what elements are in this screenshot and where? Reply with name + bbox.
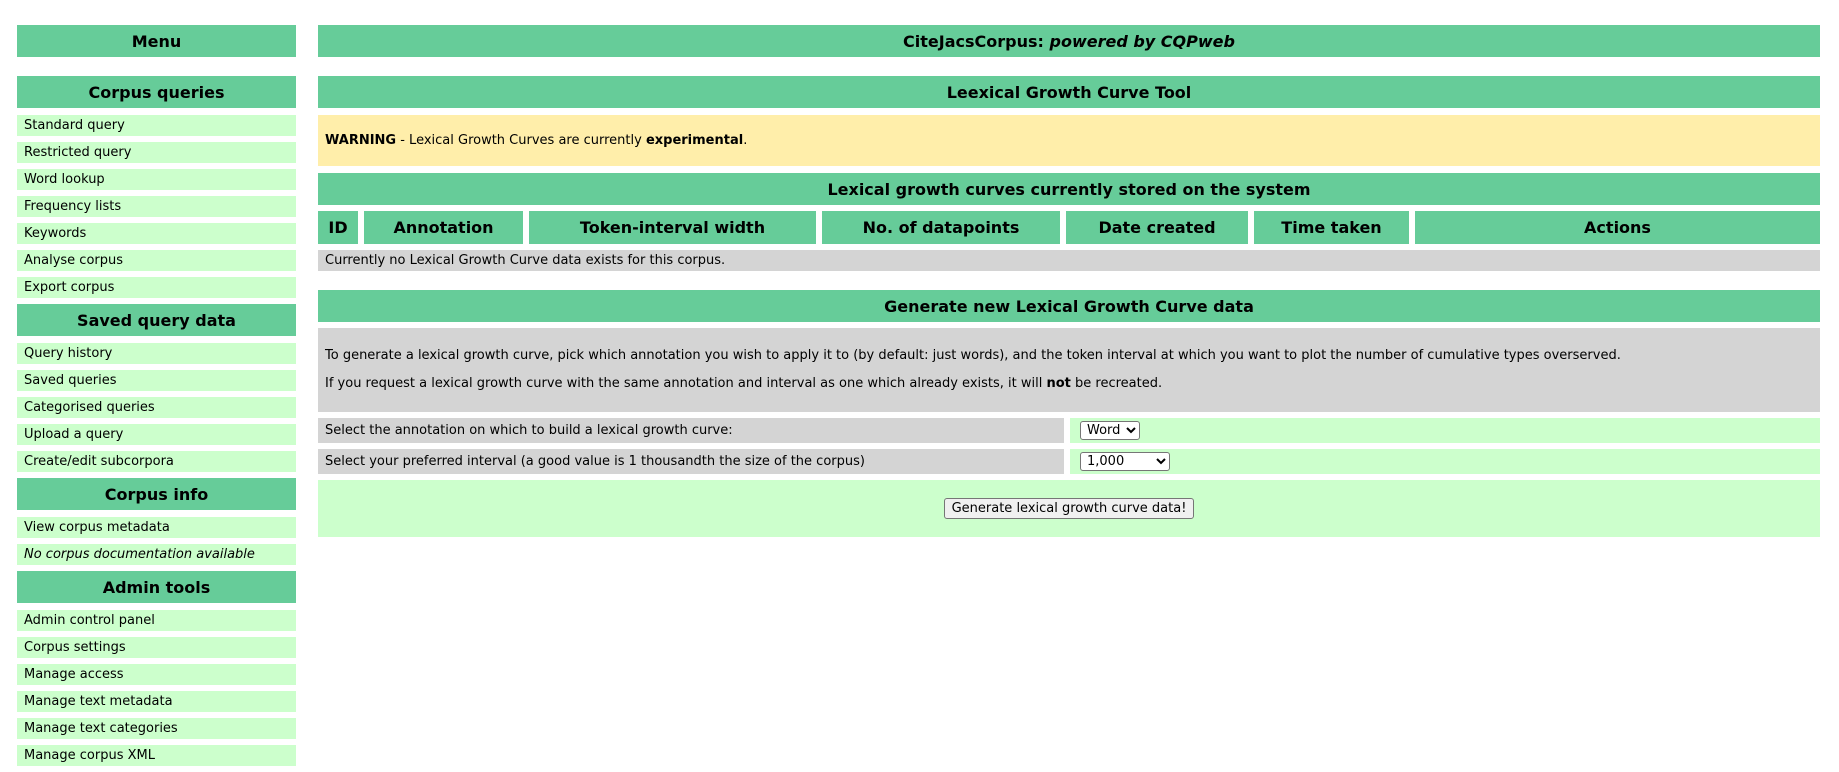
stored-curves-table (312, 211, 1826, 244)
sidebar-item-export-corpus[interactable]: Export corpus (17, 277, 296, 298)
sidebar-item-word-lookup[interactable]: Word lookup (17, 169, 296, 190)
sidebar-item-manage-text-categories[interactable]: Manage text categories (17, 718, 296, 739)
generate-info-para2 (325, 370, 1813, 398)
col-time-taken: Time taken (1254, 211, 1409, 244)
section-title-saved-query-data: Saved query data (17, 304, 296, 336)
generate-info-box (318, 328, 1820, 412)
para2-start: If you request a lexical growth curve with the same annotation and interval as one which already exists, it will (325, 376, 1047, 391)
warning-end: . (743, 133, 748, 148)
page-header (318, 25, 1820, 57)
sidebar (17, 25, 296, 772)
sidebar-item-restricted-query[interactable]: Restricted query (17, 142, 296, 163)
sidebar-item-create-edit-subcorpora[interactable]: Create/edit subcorpora (17, 451, 296, 472)
para2-end: be recreated. (1070, 376, 1163, 391)
annotation-label: Select the annotation on which to build a lexical growth curve: (318, 418, 1064, 443)
interval-label: Select your preferred interval (a good value is 1 thousandth the size of the corpus) (318, 449, 1064, 474)
submit-area (318, 480, 1820, 537)
section-title-admin-tools: Admin tools (17, 571, 296, 603)
interval-row (318, 449, 1820, 474)
col-annotation: Annotation (364, 211, 523, 244)
warning-box (318, 115, 1820, 166)
interval-control-cell (1070, 449, 1820, 474)
section-title-corpus-queries: Corpus queries (17, 76, 296, 108)
stored-curves-title: Lexical growth curves currently stored on the system (318, 173, 1820, 205)
interval-select[interactable] (1080, 452, 1170, 471)
powered-by: powered by CQPweb (1049, 31, 1235, 51)
main-content (318, 25, 1820, 537)
corpus-name: CiteJacsCorpus: (903, 31, 1044, 51)
sidebar-item-saved-queries[interactable]: Saved queries (17, 370, 296, 391)
warning-label: WARNING (325, 133, 397, 148)
section-title-corpus-info: Corpus info (17, 478, 296, 510)
col-token-interval-width: Token-interval width (529, 211, 816, 244)
sidebar-item-standard-query[interactable]: Standard query (17, 115, 296, 136)
sidebar-item-keywords[interactable]: Keywords (17, 223, 296, 244)
annotation-select[interactable] (1080, 421, 1140, 440)
sidebar-item-query-history[interactable]: Query history (17, 343, 296, 364)
generate-curve-button[interactable]: Generate lexical growth curve data! (944, 498, 1195, 519)
tool-title: Leexical Growth Curve Tool (318, 76, 1820, 108)
col-datapoints: No. of datapoints (822, 211, 1060, 244)
col-id: ID (318, 211, 358, 244)
sidebar-item-upload-query[interactable]: Upload a query (17, 424, 296, 445)
empty-table-message: Currently no Lexical Growth Curve data exists for this corpus. (318, 250, 1820, 271)
para2-emph: not (1046, 376, 1071, 391)
sidebar-item-frequency-lists[interactable]: Frequency lists (17, 196, 296, 217)
warning-text: - Lexical Growth Curves are currently (396, 133, 646, 148)
sidebar-item-view-corpus-metadata[interactable]: View corpus metadata (17, 517, 296, 538)
sidebar-item-manage-corpus-xml[interactable]: Manage corpus XML (17, 745, 296, 766)
annotation-control-cell (1070, 418, 1820, 443)
generate-info-para1: To generate a lexical growth curve, pick which annotation you wish to apply it to (by default: just words), and the token interval at which you want to plot the number of cumulative types overserved. (325, 348, 1621, 363)
col-actions: Actions (1415, 211, 1820, 244)
sidebar-item-categorised-queries[interactable]: Categorised queries (17, 397, 296, 418)
sidebar-item-manage-access[interactable]: Manage access (17, 664, 296, 685)
annotation-row (318, 418, 1820, 443)
sidebar-note-no-documentation: No corpus documentation available (17, 544, 296, 565)
generate-title: Generate new Lexical Growth Curve data (318, 290, 1820, 322)
sidebar-item-analyse-corpus[interactable]: Analyse corpus (17, 250, 296, 271)
col-date-created: Date created (1066, 211, 1248, 244)
menu-title: Menu (17, 25, 296, 57)
sidebar-item-admin-control-panel[interactable]: Admin control panel (17, 610, 296, 631)
sidebar-item-corpus-settings[interactable]: Corpus settings (17, 637, 296, 658)
sidebar-item-manage-text-metadata[interactable]: Manage text metadata (17, 691, 296, 712)
warning-emph: experimental (645, 133, 744, 148)
